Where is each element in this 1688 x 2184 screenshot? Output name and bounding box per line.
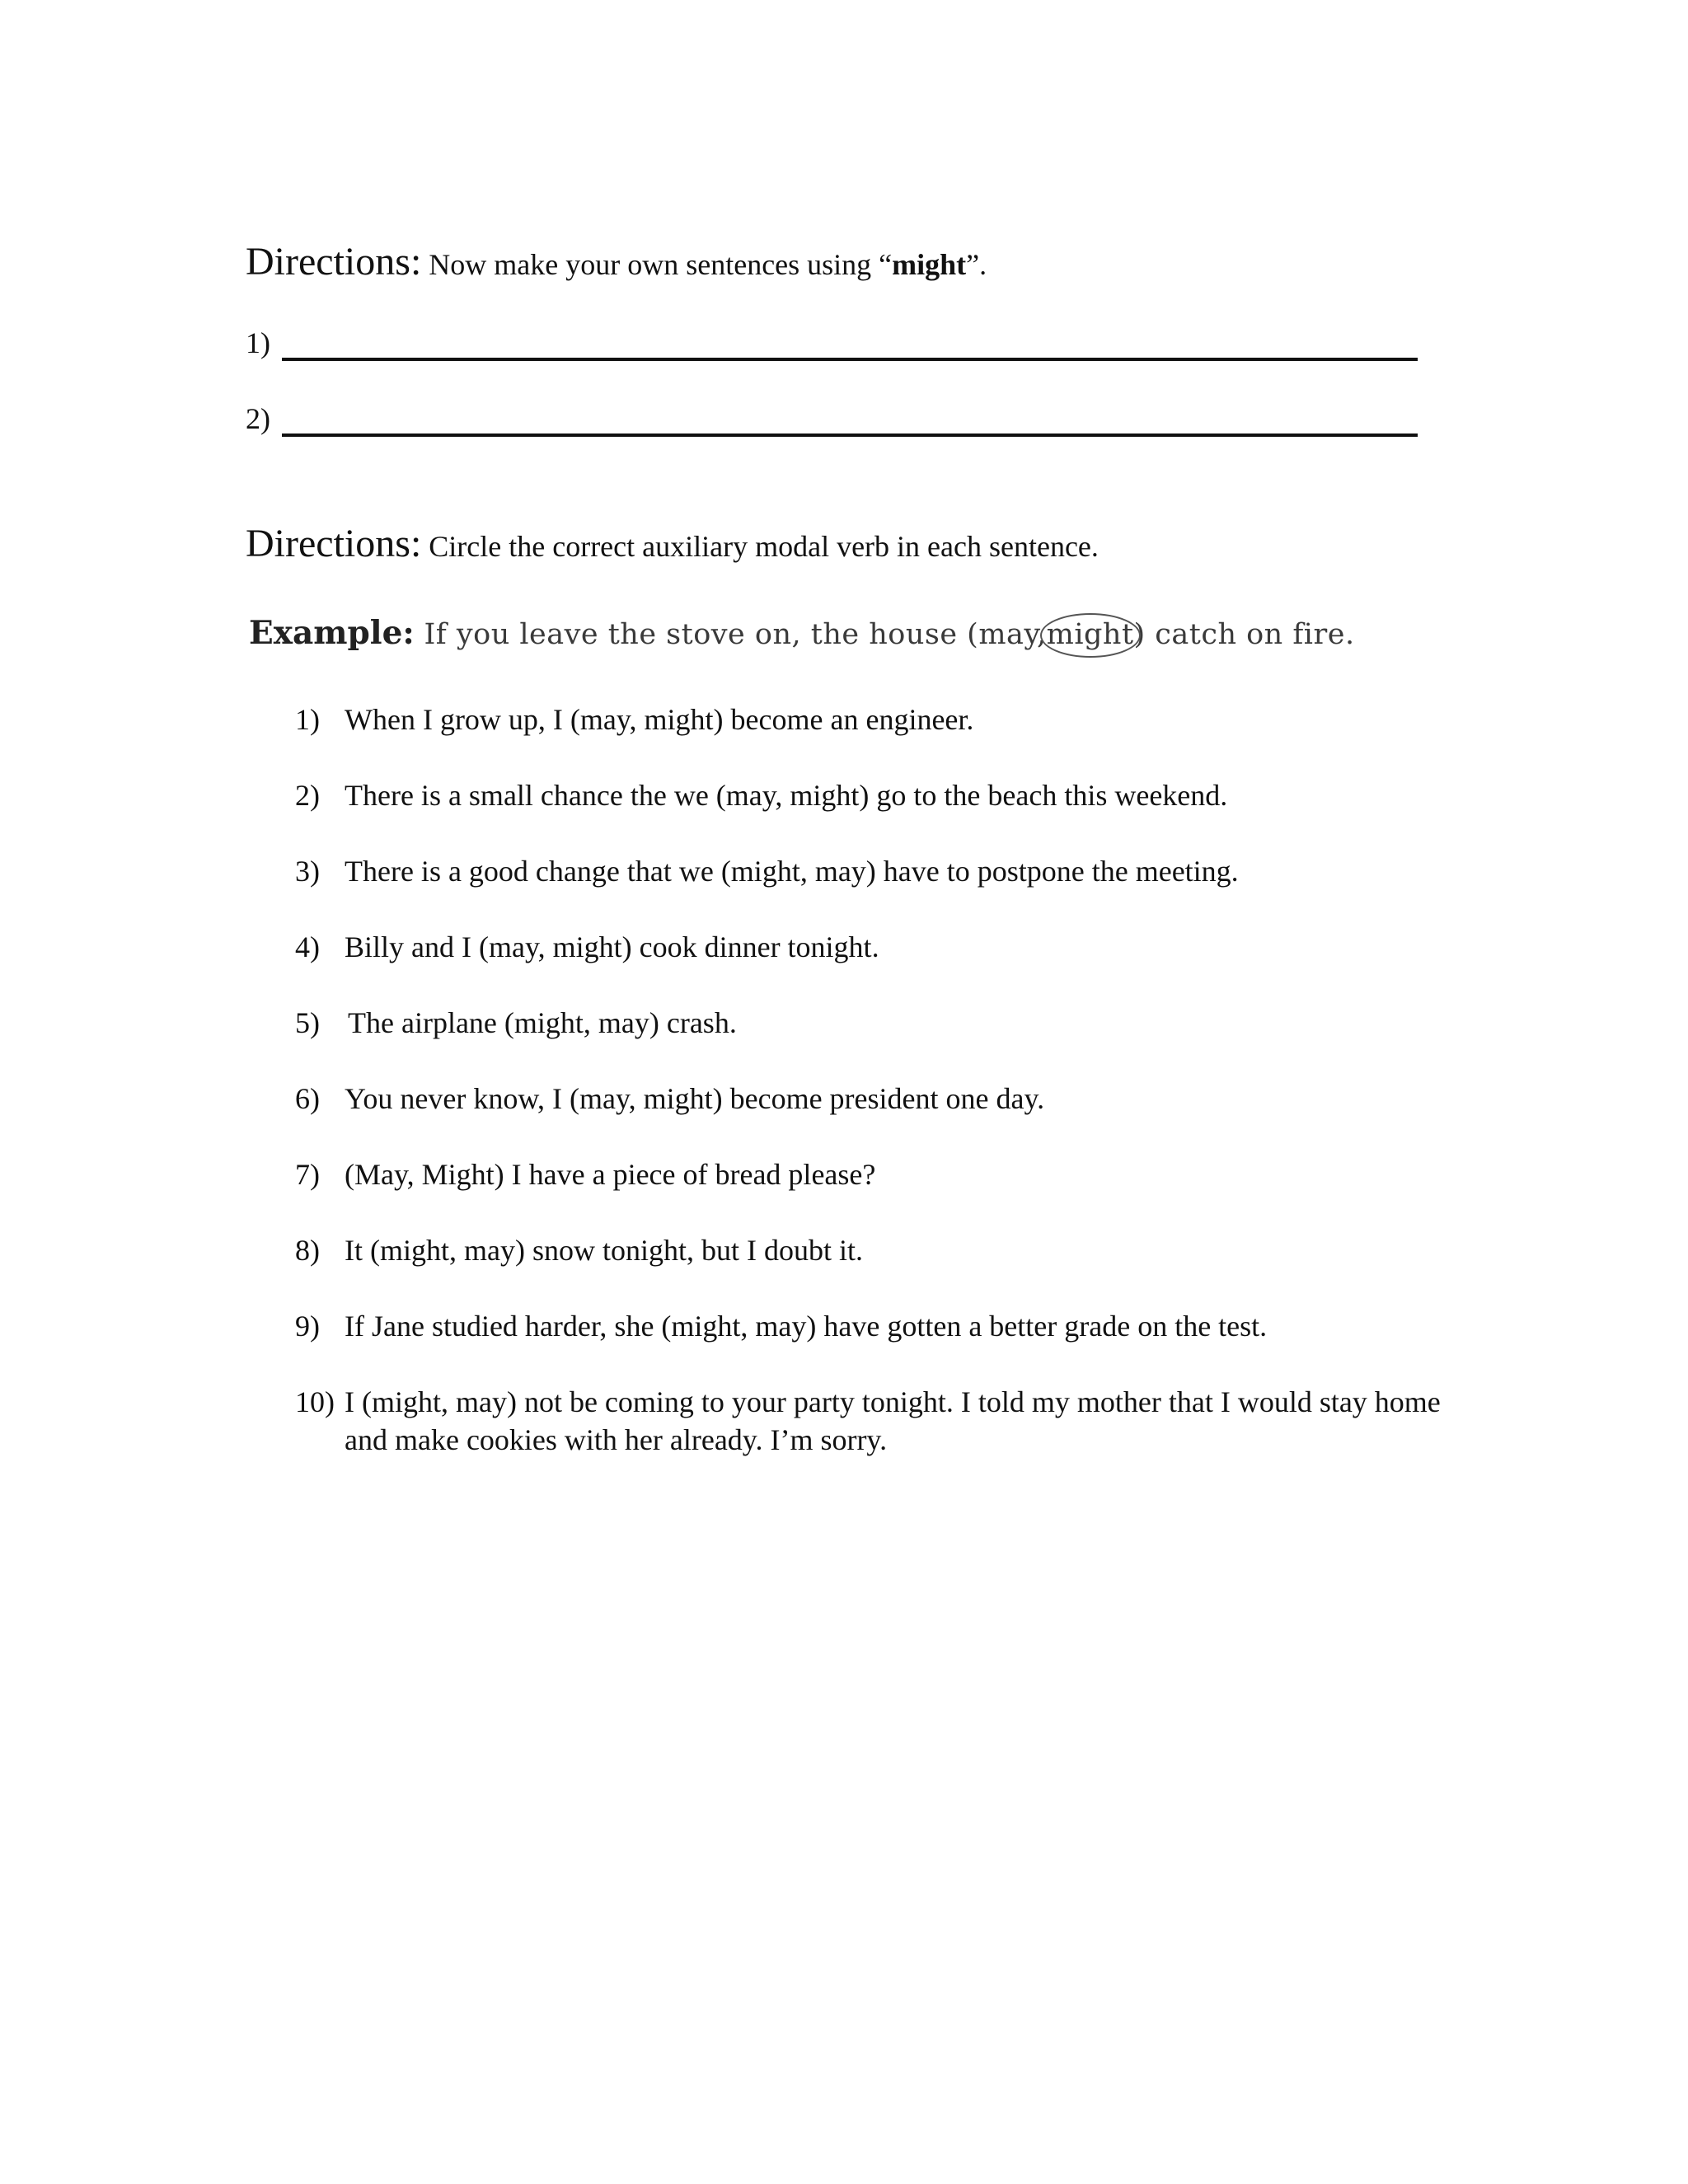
directions-label: Directions: [246,240,422,284]
item-number: 8) [295,1234,320,1267]
answer-blank-line[interactable] [282,434,1418,437]
item-number: 9) [295,1310,320,1343]
item-number: 7) [295,1158,320,1191]
item-number: 4) [295,930,320,963]
directions-text-after: ”. [966,248,987,281]
item-number: 2) [295,779,320,812]
answer-blank-line[interactable] [282,358,1418,361]
example-text-before: If you leave the stove on, the house (may, [414,618,1047,651]
answer-number: 2) [246,402,270,435]
item-sentence: (May, Might) I have a piece of bread please? [345,1158,876,1191]
example-line [249,608,1355,659]
directions-text-before: Now make your own sentences using “ [421,248,893,281]
directions-bold-word: might [892,248,967,281]
item-number: 3) [295,855,320,888]
item-number: 1) [295,703,320,736]
answer-number: 1) [246,326,270,359]
item-number: 10) [295,1385,335,1418]
item-sentence: When I grow up, I (may, might) become an engineer. [345,703,974,736]
directions-make-sentences [246,237,987,289]
item-sentence: There is a good change that we (might, may) have to postpone the meeting. [345,855,1239,888]
example-circled-word: might [1047,610,1134,659]
example-text-after: ) catch on fire. [1133,618,1355,651]
circle-mark [1040,613,1141,658]
directions-label: Directions: [246,522,422,565]
item-sentence: Billy and I (may, might) cook dinner tonight. [345,930,879,963]
directions-circle-modal [246,519,1099,571]
item-sentence: There is a small chance the we (may, might) go to the beach this weekend. [345,779,1228,812]
item-sentence: You never know, I (may, might) become president one day. [345,1082,1045,1115]
item-sentence: The airplane (might, may) crash. [348,1006,737,1039]
item-number: 5) [295,1006,320,1039]
directions-text: Circle the correct auxiliary modal verb in each sentence. [421,530,1099,563]
item-sentence: If Jane studied harder, she (might, may) have gotten a better grade on the test. [345,1310,1268,1343]
item-sentence: I (might, may) not be coming to your party tonight. I told my mother that I would stay home and make cookies with her already. I’m sorry. [345,1385,1441,1456]
example-label: Example: [249,614,415,652]
item-sentence: It (might, may) snow tonight, but I doubt it. [345,1234,863,1267]
item-number: 6) [295,1082,320,1115]
